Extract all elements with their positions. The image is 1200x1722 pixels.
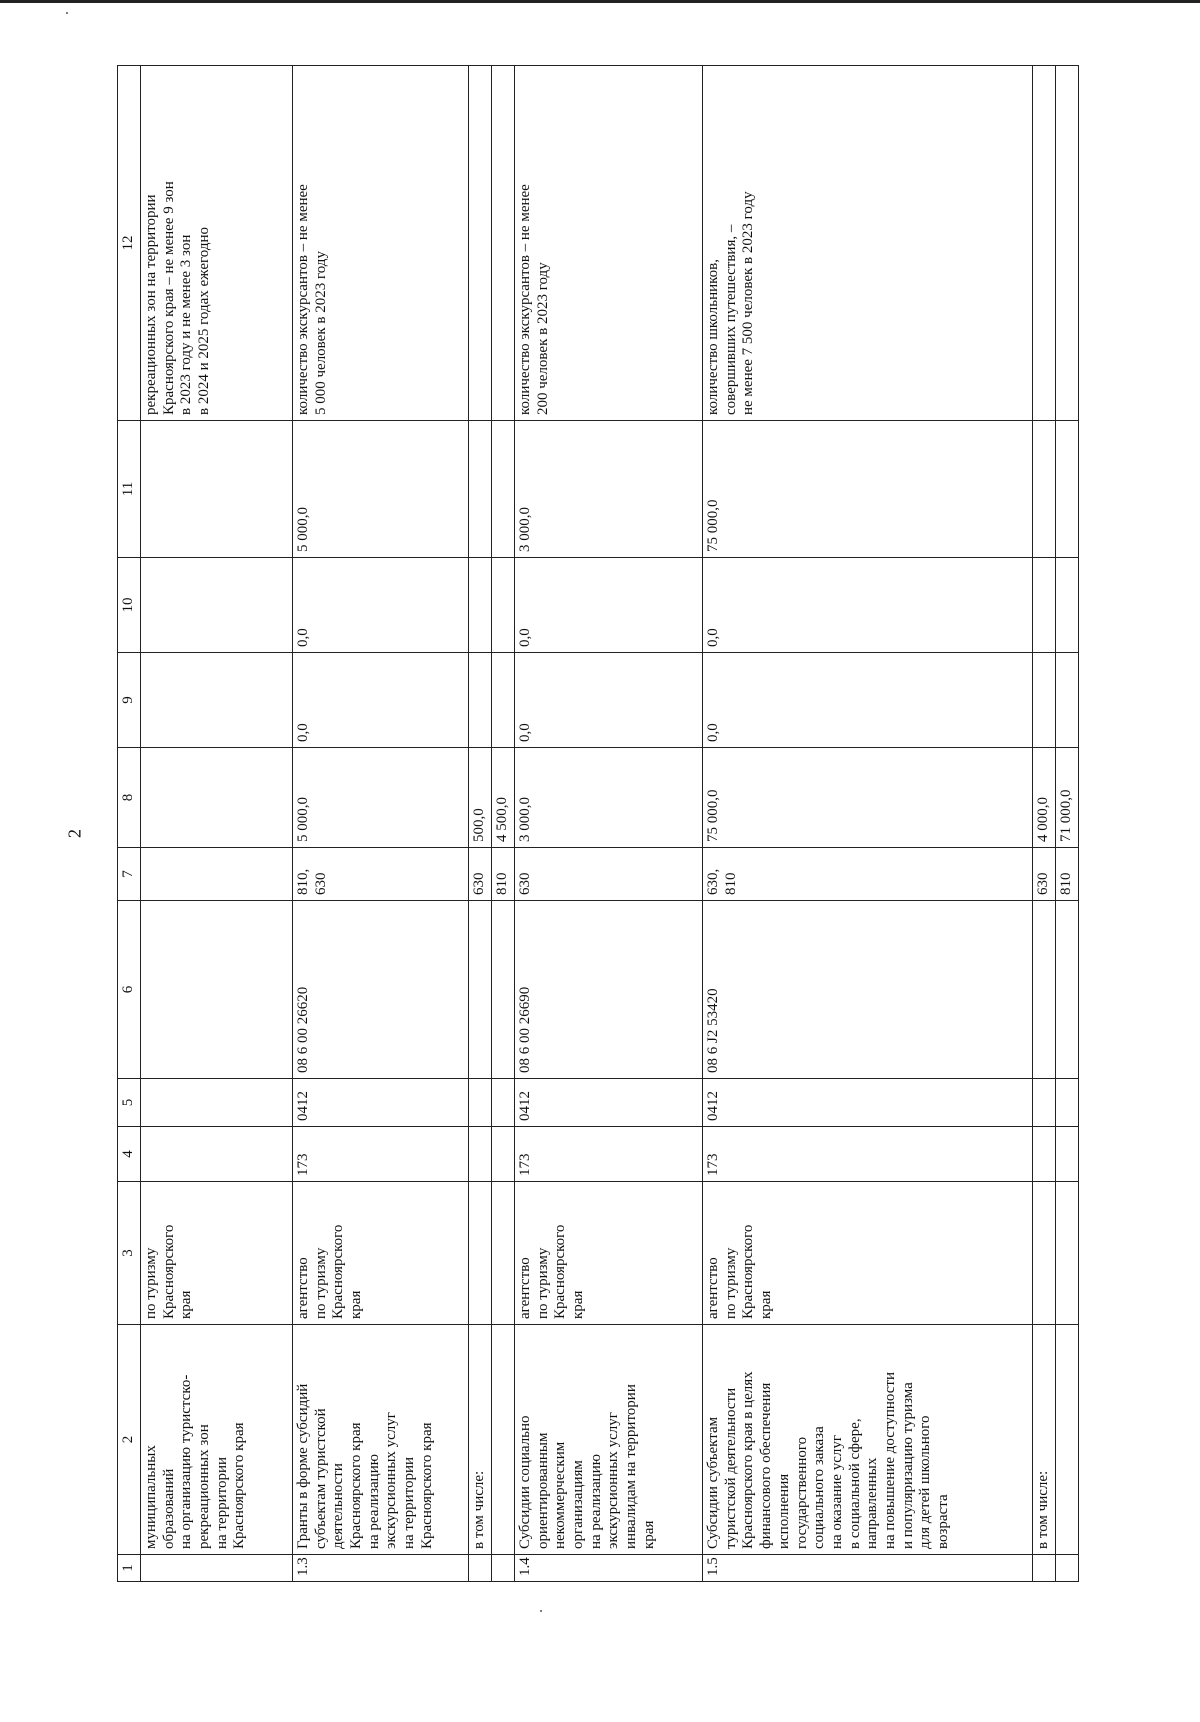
cell-empty <box>1055 558 1078 653</box>
col-header: 4 <box>118 1127 141 1182</box>
cell-empty <box>468 558 491 653</box>
cell-empty <box>468 1555 491 1582</box>
cell-2023: 4 000,0 <box>1033 748 1056 848</box>
cell-empty <box>491 901 514 1079</box>
cell-executor: по туризму Красноярского края <box>141 1182 293 1325</box>
table-row <box>703 66 1033 1582</box>
cell-empty <box>1055 1555 1078 1582</box>
cell-empty <box>1055 66 1078 421</box>
cell-executor: агентство по туризму Красноярского края <box>703 1182 1033 1325</box>
cell-empty <box>491 1182 514 1325</box>
cell-grbs: 173 <box>514 1127 702 1182</box>
cell-2024: 0,0 <box>292 653 468 748</box>
cell-rzpr: 0412 <box>292 1079 468 1127</box>
cell-2023: 4 500,0 <box>491 748 514 848</box>
cell-grbs: 173 <box>703 1127 1033 1182</box>
cell-empty <box>468 66 491 421</box>
table-row <box>141 66 293 1582</box>
cell-executor: агентство по туризму Красноярского края <box>292 1182 468 1325</box>
table-row <box>1033 66 1056 1582</box>
cell-empty <box>468 653 491 748</box>
scan-top-edge <box>0 0 1200 3</box>
table-row <box>1055 66 1078 1582</box>
cell-rzpr <box>141 1079 293 1127</box>
cell-empty <box>491 558 514 653</box>
cell-empty <box>491 66 514 421</box>
cell-2023: 3 000,0 <box>514 748 702 848</box>
cell-total: 75 000,0 <box>703 421 1033 558</box>
cell-grbs <box>141 1127 293 1182</box>
table-row <box>292 66 468 1582</box>
cell-expected-result: количество экскурсантов – не менее 5 000 человек в 2023 году <box>292 66 468 421</box>
cell-item-number: 1.5 <box>703 1555 1033 1582</box>
cell-empty <box>491 421 514 558</box>
cell-rzpr: 0412 <box>703 1079 1033 1127</box>
cell-total <box>141 421 293 558</box>
cell-empty <box>491 1555 514 1582</box>
cell-vr: 630 <box>514 848 702 901</box>
cell-empty <box>491 1325 514 1555</box>
cell-empty <box>1033 1182 1056 1325</box>
cell-vr: 810 <box>491 848 514 901</box>
cell-csr: 08 6 J2 53420 <box>703 901 1033 1079</box>
cell-vr: 630 <box>1033 848 1056 901</box>
cell-csr: 08 6 00 26620 <box>292 901 468 1079</box>
cell-2024 <box>141 653 293 748</box>
cell-2025 <box>141 558 293 653</box>
col-header: 7 <box>118 848 141 901</box>
cell-expected-result: количество экскурсантов – не менее 200 человек в 2023 году <box>514 66 702 421</box>
cell-empty <box>1055 1127 1078 1182</box>
rotated-table-wrapper <box>117 66 1079 1582</box>
cell-item-number <box>141 1555 293 1582</box>
cell-empty <box>491 1079 514 1127</box>
col-header: 9 <box>118 653 141 748</box>
table-row <box>514 66 702 1582</box>
header-row <box>118 66 141 1582</box>
col-header: 2 <box>118 1325 141 1555</box>
cell-activity-name: Субсидии субъектам туристской деятельности Красноярского края в целях финансового обеспечения исполнения государственного социального заказа на оказание услуг в социальной сфере, направленных на повышение доступности и популяризацию туризма для детей школьного возраста <box>703 1325 1033 1555</box>
cell-2024: 0,0 <box>514 653 702 748</box>
cell-empty <box>1033 1079 1056 1127</box>
cell-vr: 630, 810 <box>703 848 1033 901</box>
col-header: 3 <box>118 1182 141 1325</box>
cell-empty <box>1055 901 1078 1079</box>
cell-empty <box>1033 558 1056 653</box>
cell-empty <box>491 653 514 748</box>
cell-empty <box>1033 421 1056 558</box>
cell-empty <box>1055 421 1078 558</box>
cell-empty <box>468 901 491 1079</box>
cell-2025: 0,0 <box>703 558 1033 653</box>
cell-empty <box>468 1079 491 1127</box>
cell-activity-name: Гранты в форме субсидий субъектам туристской деятельности Красноярского края на реализацию экскурсионных услуг на территории Красноярского края <box>292 1325 468 1555</box>
cell-2025: 0,0 <box>292 558 468 653</box>
cell-vr: 630 <box>468 848 491 901</box>
scan-speck <box>66 12 68 14</box>
budget-table <box>117 65 1079 1582</box>
col-header: 8 <box>118 748 141 848</box>
cell-empty <box>491 1127 514 1182</box>
cell-total: 3 000,0 <box>514 421 702 558</box>
cell-vr <box>141 848 293 901</box>
cell-empty <box>1055 1325 1078 1555</box>
col-header: 6 <box>118 901 141 1079</box>
cell-item-number: 1.3 <box>292 1555 468 1582</box>
cell-expected-result: количество школьников, совершивших путешествия, – не менее 7 500 человек в 2023 году <box>703 66 1033 421</box>
cell-empty <box>1055 653 1078 748</box>
col-header: 11 <box>118 421 141 558</box>
cell-empty <box>1033 1127 1056 1182</box>
cell-rzpr: 0412 <box>514 1079 702 1127</box>
col-header: 5 <box>118 1079 141 1127</box>
cell-expected-result: рекреационных зон на территории Красноярского края – не менее 9 зон в 2023 году и не менее 3 зон в 2024 и 2025 годах ежегодно <box>141 66 293 421</box>
cell-empty <box>1033 66 1056 421</box>
cell-csr: 08 6 00 26690 <box>514 901 702 1079</box>
cell-total: 5 000,0 <box>292 421 468 558</box>
cell-activity-name: Субсидии социально ориентированным некоммерческим организациям на реализацию экскурсионных услуг инвалидам на территории края <box>514 1325 702 1555</box>
cell-2023: 75 000,0 <box>703 748 1033 848</box>
cell-empty <box>1055 1079 1078 1127</box>
cell-2023: 500,0 <box>468 748 491 848</box>
col-header: 12 <box>118 66 141 421</box>
cell-item-number: 1.4 <box>514 1555 702 1582</box>
table-row <box>491 66 514 1582</box>
cell-empty <box>468 1182 491 1325</box>
cell-empty <box>1033 1555 1056 1582</box>
cell-activity-name: муниципальных образований на организацию туристско- рекреационных зон на территории Красноярского края <box>141 1325 293 1555</box>
cell-vr: 810, 630 <box>292 848 468 901</box>
cell-empty <box>468 421 491 558</box>
cell-subtotal-label: в том числе: <box>1033 1325 1056 1555</box>
cell-2023: 71 000,0 <box>1055 748 1078 848</box>
col-header: 1 <box>118 1555 141 1582</box>
cell-grbs: 173 <box>292 1127 468 1182</box>
cell-subtotal-label: в том числе: <box>468 1325 491 1555</box>
cell-2023 <box>141 748 293 848</box>
cell-2023: 5 000,0 <box>292 748 468 848</box>
cell-empty <box>1033 901 1056 1079</box>
page-number: 2 <box>64 829 85 838</box>
scan-speck <box>540 1610 542 1612</box>
cell-csr <box>141 901 293 1079</box>
cell-vr: 810 <box>1055 848 1078 901</box>
table-row <box>468 66 491 1582</box>
cell-empty <box>1033 653 1056 748</box>
col-header: 10 <box>118 558 141 653</box>
cell-2024: 0,0 <box>703 653 1033 748</box>
cell-empty <box>468 1127 491 1182</box>
cell-empty <box>1055 1182 1078 1325</box>
cell-2025: 0,0 <box>514 558 702 653</box>
cell-executor: агентство по туризму Красноярского края <box>514 1182 702 1325</box>
